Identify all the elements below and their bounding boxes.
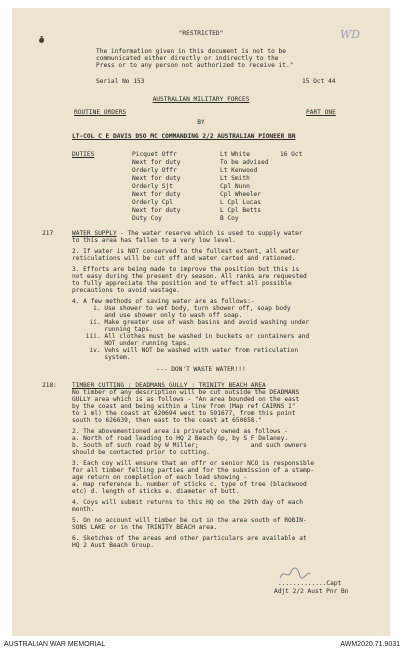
- duty-person: L Cpl Betts: [220, 207, 261, 214]
- routine-orders-heading: ROUTINE ORDERS: [74, 109, 127, 116]
- paragraph-line: a. North of road leading to HQ 2 Beach Gp, by S F Delaney.: [72, 435, 289, 442]
- paragraph-line: 2. The abovementioned area is privately owned as follows -: [72, 428, 289, 435]
- duty-name: Next for duty: [132, 159, 181, 166]
- duty-date: 16 Oct: [280, 151, 303, 158]
- paragraph-line: ii. Make greater use of wash basins and avoid washing under: [82, 319, 310, 326]
- paragraph-line: should be contacted prior to cutting.: [72, 449, 210, 456]
- paragraph-line: 4. A few methods of saving water are as follows:-: [72, 298, 255, 305]
- paragraph-line: 6. Sketches of the areas and other particulars are available at: [72, 535, 307, 542]
- paragraph-line: by the coast and being within a line from (Map ref CAIRNS 1": [72, 403, 296, 410]
- duty-person: Cpl Nunn: [220, 183, 250, 190]
- paragraph-line: age return on completion of each load showing -: [72, 474, 248, 481]
- duty-name: Duty Coy: [132, 215, 162, 222]
- paragraph-line: for all timber felling parties and for the submission of a stamp-: [72, 467, 315, 474]
- paragraph-line: month.: [72, 506, 95, 513]
- paragraph-line: 3. Each coy will ensure that an offr or senior NCO is responsible: [72, 460, 315, 467]
- paragraph-line: a. map reference b. number of sticks c. type of tree (blackwood: [72, 481, 307, 488]
- section-number-217: 217: [42, 230, 54, 237]
- duty-person: L Cpl Lucas: [220, 199, 261, 206]
- paragraph-line: 2. If water is NOT conserved to the fullest extent, all water: [72, 248, 300, 255]
- paragraph-line: iii. All clothes must be washed in buckets or containers and: [82, 333, 310, 340]
- duties-label: DUTIES: [72, 151, 95, 158]
- water-closing-line: --- DON'T WASTE WATER!!!: [156, 366, 246, 373]
- paragraph-line: b. South of such road by W Miller; and such owners: [72, 442, 307, 449]
- duty-name: Next for duty: [132, 175, 181, 182]
- footer-institution: AUSTRALIAN WAR MEMORIAL: [4, 641, 106, 648]
- archive-footer: [0, 637, 404, 653]
- duty-person: Lt White: [220, 151, 250, 158]
- paragraph-line: NOT under running taps.: [82, 340, 191, 347]
- paragraph-line: and use shower only to wash off soap.: [82, 312, 243, 319]
- paragraph-line: to fully appreciate the position and to effect all possible: [72, 280, 292, 287]
- paragraph-line: to this area has fallen to a very low level.: [72, 237, 236, 244]
- duty-person: B Coy: [220, 215, 239, 222]
- notice-line-3: Press or to any person not authorized to receive it.": [96, 62, 294, 69]
- section-title-timber-cutting: TIMBER CUTTING : DEADMANS GULLY : TRINITY BEACH AREA: [72, 382, 266, 389]
- paragraph-line: etc) d. length of sticks e. diameter of butt.: [72, 488, 240, 495]
- restricted-heading: "RESTRICTED": [178, 30, 224, 37]
- paragraph-line: precautions to avoid wastage.: [72, 287, 181, 294]
- paragraph-line: not easy during the present dry season. All ranks are requested: [72, 273, 307, 280]
- part-heading: PART ONE: [306, 109, 336, 116]
- paragraph-line: to 1 ml) the coast at 620694 west to 591677, from this point: [72, 410, 296, 417]
- paragraph-line: 3. Efforts are being made to improve the position but this is: [72, 266, 300, 273]
- duty-name: Next for duty: [132, 207, 181, 214]
- serial-number: Serial No 153: [96, 78, 145, 85]
- duty-name: Orderly Cpl: [132, 199, 173, 206]
- wd-stamp: WD: [340, 28, 361, 41]
- force-heading: AUSTRALIAN MILITARY FORCES: [152, 96, 250, 103]
- duty-person: Lt Kenwood: [220, 167, 258, 174]
- paragraph-line: 5. On no account will timber be cut in the area south of ROBIN-: [72, 517, 307, 524]
- section-number-218: 218:: [42, 382, 57, 389]
- paragraph-line: - The water reserve which is used to supply water: [120, 230, 303, 237]
- notice-line-1: The information given in this document is not to be: [96, 48, 286, 55]
- document-page: [12, 8, 390, 636]
- signature-line: .............Capt: [278, 580, 342, 587]
- paragraph-line: 4. Coys will submit returns to this HQ on the 29th day of each: [72, 499, 303, 506]
- paragraph-line: iv. Vehs will NOT be washed with water from reticulation: [82, 347, 299, 354]
- paragraph-line: system.: [82, 354, 131, 361]
- paragraph-line: SONS LAKE or in the TRINITY BEACH area.: [72, 524, 218, 531]
- duty-person: Lt Smith: [220, 175, 250, 182]
- signature-role: Adjt 2/2 Aust Pnr Bn: [274, 588, 349, 595]
- commander-line: LT-COL C E DAVIS DSO MC COMMANDING 2/2 AUSTRALIAN PIONEER BN: [72, 133, 296, 140]
- duty-name: Next for duty: [132, 191, 181, 198]
- paragraph-line: reticulations will be cut off and water carted and rationed.: [72, 255, 296, 262]
- duty-person: Cpl Wheeler: [220, 191, 261, 198]
- section-title-water-supply: WATER SUPPLY: [72, 230, 117, 237]
- duty-person: To be advised: [220, 159, 269, 166]
- page-mark: 5: [40, 35, 45, 43]
- paragraph-line: running taps.: [82, 326, 153, 333]
- footer-accession-number: AWM2020.71.9031: [340, 641, 400, 648]
- duty-name: Orderly Offr: [132, 167, 177, 174]
- order-date: 15 Oct 44: [302, 78, 336, 85]
- by-line: BY: [197, 119, 205, 126]
- paragraph-line: i. Use shower to wet body, turn shower off, soap body: [82, 305, 291, 312]
- paragraph-line: HQ 2 Aust Beach Group.: [72, 542, 154, 549]
- duty-name: Picquet Offr: [132, 151, 177, 158]
- paragraph-line: No timber of any description will be cut outside the DEADMANS: [72, 389, 300, 396]
- duty-name: Orderly Sjt: [132, 183, 173, 190]
- notice-line-2: communicated either directly or indirectly to the: [96, 55, 279, 62]
- paragraph-line: south to 626639, then east to the coast at 650658.": [72, 417, 262, 424]
- paragraph-line: GULLY area which is as follows - "An area bounded on the east: [72, 396, 300, 403]
